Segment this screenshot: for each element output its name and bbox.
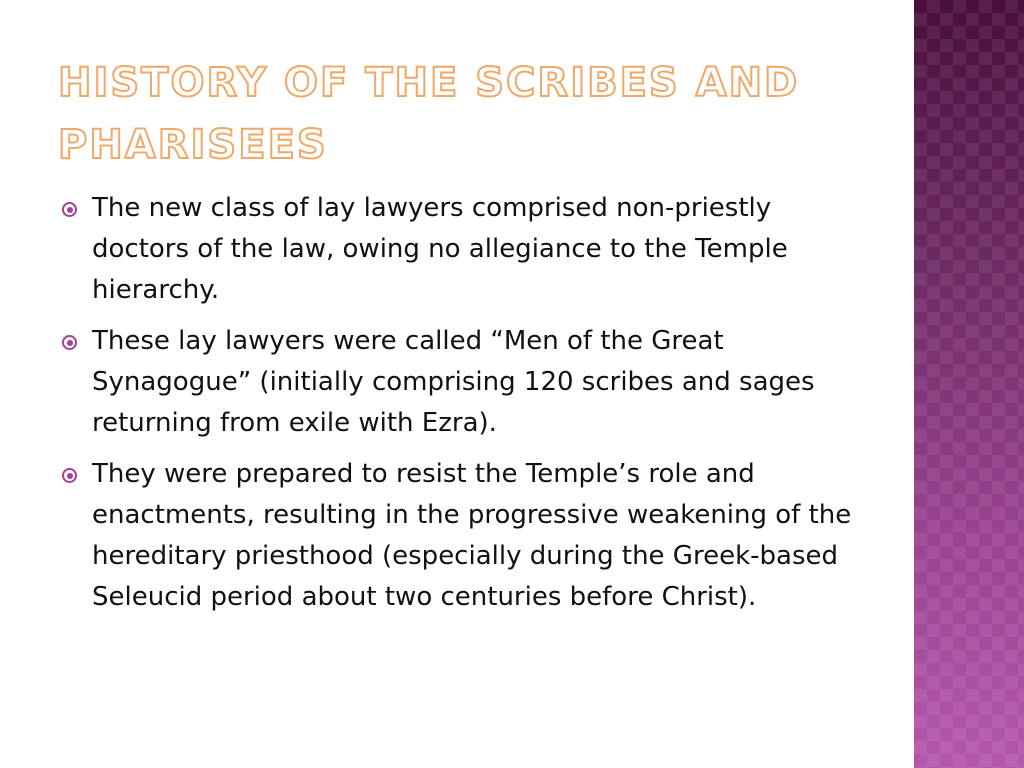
bullet-item [62,188,852,311]
bullet-text: They were prepared to resist the Temple’s role and enactments, resulting in the progressive weakening of the hereditary priesthood (especially during the Greek-based Seleucid period about two centuries before Christ). [92,459,852,612]
slide-title: HISTORY OF THE SCRIBES AND PHARISEES [58,60,800,168]
circle-bullet-icon [62,468,77,483]
bullet-text: The new class of lay lawyers comprised non-priestly doctors of the law, owing no allegiance to the Temple hierarchy. [92,193,788,305]
circle-bullet-icon [62,202,77,217]
bullet-text: These lay lawyers were called “Men of the Great Synagogue” (initially comprising 120 scribes and sages returning from exile with Ezra). [92,326,815,438]
circle-bullet-icon [62,335,77,350]
bullet-item [62,454,852,618]
bullet-list [62,188,852,628]
decorative-side-band [912,0,1024,768]
bullet-item [62,321,852,444]
